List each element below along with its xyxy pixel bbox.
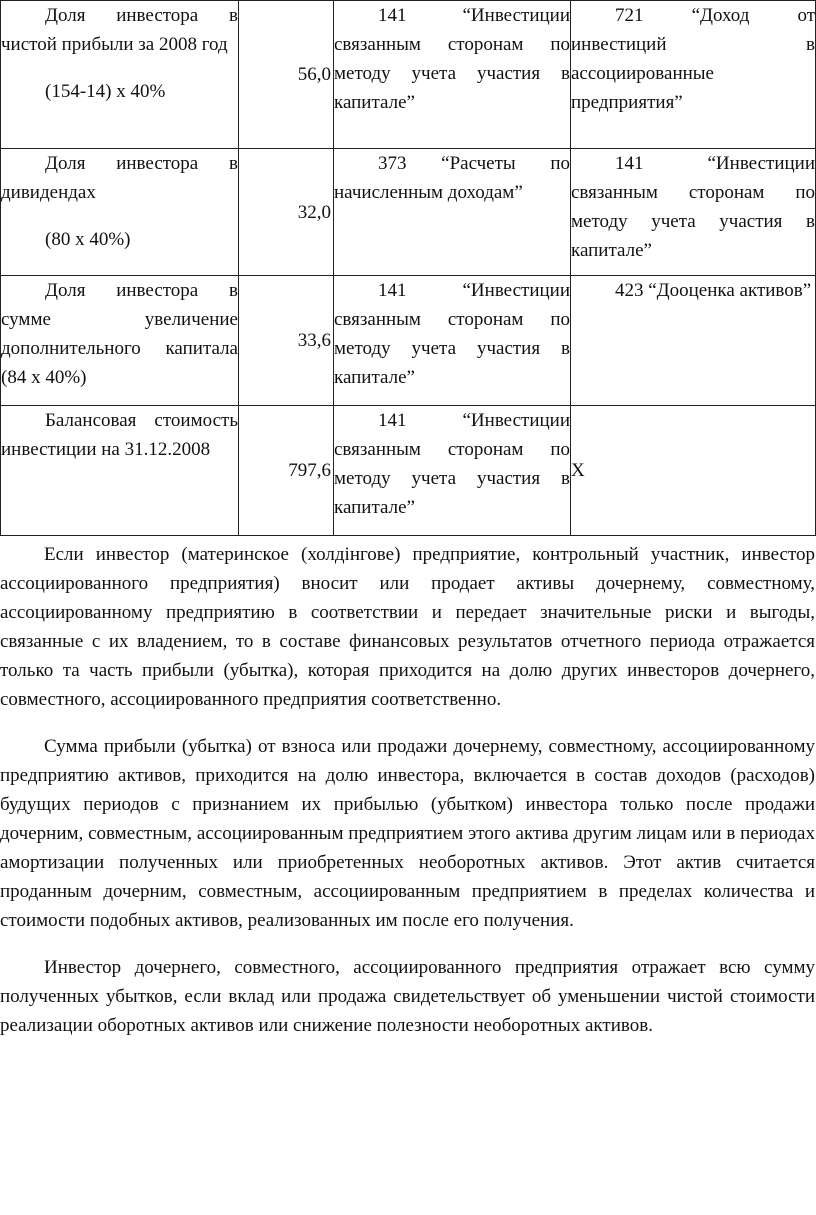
debit-cell bbox=[334, 149, 571, 276]
credit-cell bbox=[571, 406, 816, 536]
table-row bbox=[1, 406, 816, 536]
credit-account: 721 “Доход от инвестиций в ассоциированные предприятия” bbox=[571, 5, 815, 113]
credit-cell bbox=[571, 276, 816, 406]
table-row bbox=[1, 149, 816, 276]
credit-account: Х bbox=[571, 460, 585, 481]
body-text bbox=[0, 540, 815, 1058]
amount-value: 797,6 bbox=[288, 460, 331, 481]
amount-value: 56,0 bbox=[297, 64, 331, 85]
table-row bbox=[1, 276, 816, 406]
amount-cell bbox=[239, 149, 334, 276]
formula-text: (80 х 40%) bbox=[45, 229, 131, 250]
credit-account: 141 “Инвестиции связанным сторонам по методу учета участия в капитале” bbox=[571, 153, 815, 261]
debit-account: 141 “Инвестиции связанным сторонам по методу учета участия в капитале” bbox=[334, 5, 570, 113]
debit-account: 373 “Расчеты по начисленным доходам” bbox=[334, 153, 570, 203]
amount-cell bbox=[239, 276, 334, 406]
debit-cell bbox=[334, 1, 571, 149]
description-text: Доля инвестора в чистой прибыли за 2008 год bbox=[1, 5, 238, 55]
amount-value: 32,0 bbox=[297, 201, 331, 223]
description-cell bbox=[1, 276, 239, 406]
formula-text: (154-14) х 40% bbox=[45, 81, 166, 102]
amount-value: 33,6 bbox=[297, 330, 331, 351]
description-cell bbox=[1, 1, 239, 149]
debit-cell bbox=[334, 406, 571, 536]
credit-cell bbox=[571, 149, 816, 276]
debit-account: 141 “Инвестиции связанным сторонам по методу учета участия в капитале” bbox=[334, 410, 570, 518]
amount-cell bbox=[239, 1, 334, 149]
paragraph: Инвестор дочернего, совместного, ассоциированного предприятия отражает всю сумму полученных убытков, если вклад или продажа свидетельствует об уменьшении чистой стоимости реализации оборотных активов или снижение полезности необоротных активов. bbox=[0, 957, 815, 1036]
amount-cell bbox=[239, 406, 334, 536]
credit-account: 423 “Дооценка активов” bbox=[615, 280, 812, 301]
table-row bbox=[1, 1, 816, 149]
description-cell bbox=[1, 149, 239, 276]
debit-account: 141 “Инвестиции связанным сторонам по методу учета участия в капитале” bbox=[334, 280, 570, 388]
credit-cell bbox=[571, 1, 816, 149]
journal-entries-table bbox=[0, 0, 816, 536]
description-cell bbox=[1, 406, 239, 536]
paragraph: Если инвестор (материнское (холдінгове) предприятие, контрольный участник, инвестор ассоциированного предприятия) вносит или продает активы дочернему, совместному, ассоциированному предприятию в соответствии и передает значительные риски и выгоды, связанные с их владением, то в составе финансовых результатов отчетного периода отражается только та часть прибыли (убытка), которая приходится на долю других инвесторов дочернего, совместного, ассоциированного предприятия соответственно. bbox=[0, 544, 815, 710]
paragraph: Сумма прибыли (убытка) от взноса или продажи дочернему, совместному, ассоциированному предприятию активов, приходится на долю инвестора, включается в состав доходов (расходов) будущих периодов с признанием их прибылью (убытком) инвестора только после продажи дочерним, совместным, ассоциированным предприятием этого актива другим лицам или в периодах амортизации полученных или приобретенных необоротных активов. Этот актив считается проданным дочерним, совместным, ассоциированным предприятием в пределах количества и стоимости подобных активов, реализованных им после его получения. bbox=[0, 736, 815, 931]
description-text: Доля инвестора в сумме увеличение дополнительного капитала (84 х 40%) bbox=[1, 280, 238, 388]
description-text: Балансовая стоимость инвестиции на 31.12.2008 bbox=[1, 410, 238, 460]
description-text: Доля инвестора в дивидендах bbox=[1, 153, 238, 203]
debit-cell bbox=[334, 276, 571, 406]
